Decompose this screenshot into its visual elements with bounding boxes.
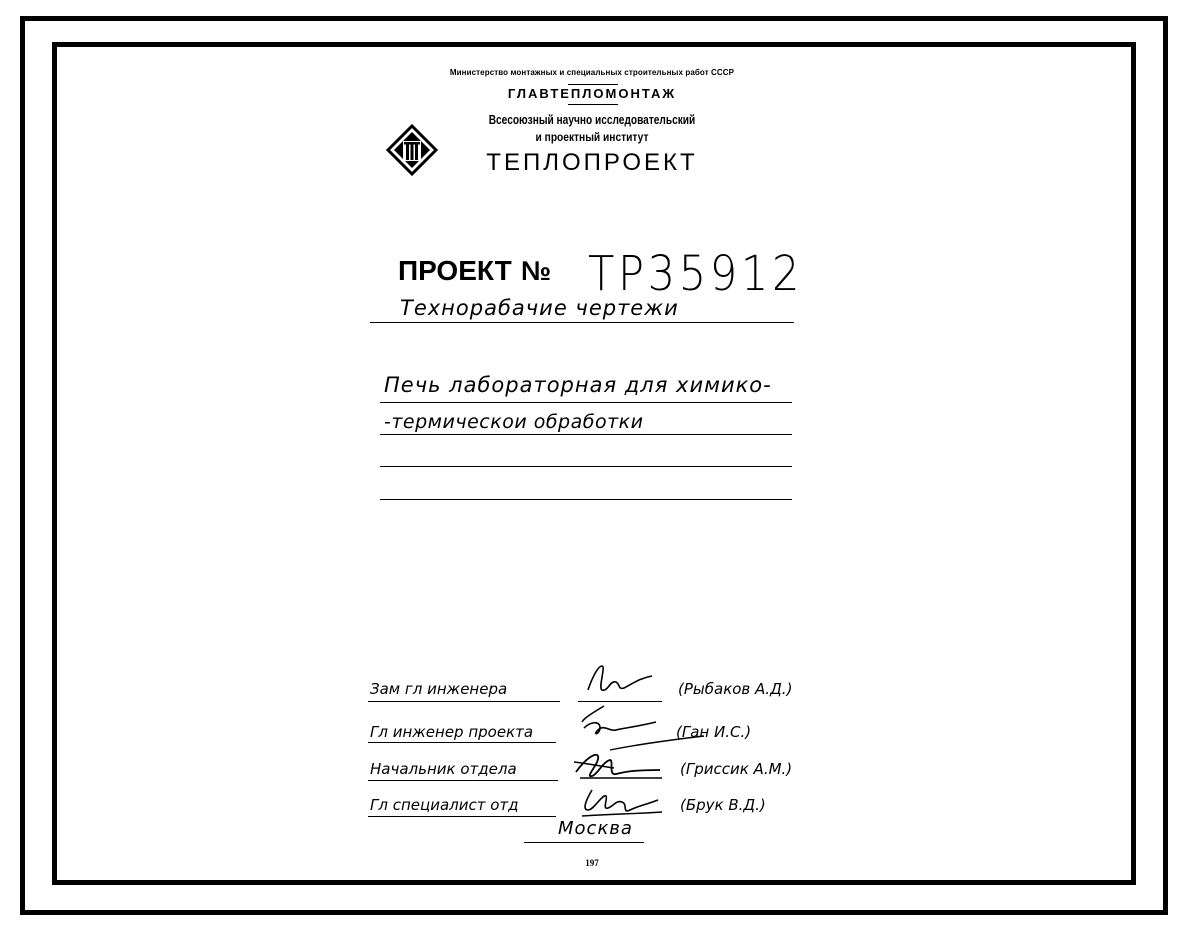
institute-line-2: и проектный институт (535, 130, 649, 144)
ministry-line: Министерство монтажных и специальных строительных работ СССР (449, 68, 735, 77)
institute-logo-icon (386, 124, 438, 176)
city-rule (524, 842, 644, 843)
project-label: ПРОЕКТ (398, 255, 512, 286)
signature-1 (580, 660, 662, 700)
project-number: ТР35912 (588, 246, 804, 302)
role-rule-3 (368, 780, 558, 781)
institute-name: ТЕПЛОПРОЕКТ (486, 149, 698, 176)
description-rule-1 (380, 402, 792, 403)
signature-name-3: (Гриссик А.М.) (680, 760, 793, 778)
role-rule-2 (368, 742, 556, 743)
signature-role-3: Начальник отдела (370, 760, 517, 778)
city: Москва (558, 818, 633, 839)
description-rule-3 (380, 466, 792, 467)
description-line-2: -термическои обработки (384, 411, 644, 433)
subtitle-rule (370, 322, 794, 323)
number-sign: № (521, 256, 552, 286)
institute-line-1: Всесоюзный научно исследовательский (488, 112, 696, 127)
page-number: 197 (585, 858, 599, 868)
signature-4 (572, 784, 664, 820)
description-rule-4 (380, 499, 792, 500)
signature-role-1: Зам гл инженера (370, 680, 508, 698)
glavk-overline (568, 84, 618, 85)
signature-role-2: Гл инженер проекта (370, 723, 534, 741)
signature-name-1: (Рыбаков А.Д.) (678, 680, 793, 698)
role-rule-4 (368, 816, 556, 817)
project-subtitle: Технорабачие чертежи (400, 296, 679, 320)
role-rule-1 (368, 701, 560, 702)
glavk-name: ГЛАВТЕПЛОМОНТАЖ (507, 86, 677, 101)
signature-role-4: Гл специалист отд (370, 796, 519, 814)
signature-name-2: (Ган И.С.) (676, 723, 752, 741)
glavk-underline (568, 104, 618, 105)
signature-3 (570, 748, 666, 784)
description-rule-2 (380, 434, 792, 435)
signature-name-4: (Брук В.Д.) (680, 796, 766, 814)
description-line-1: Печь лабораторная для химико- (384, 373, 772, 397)
